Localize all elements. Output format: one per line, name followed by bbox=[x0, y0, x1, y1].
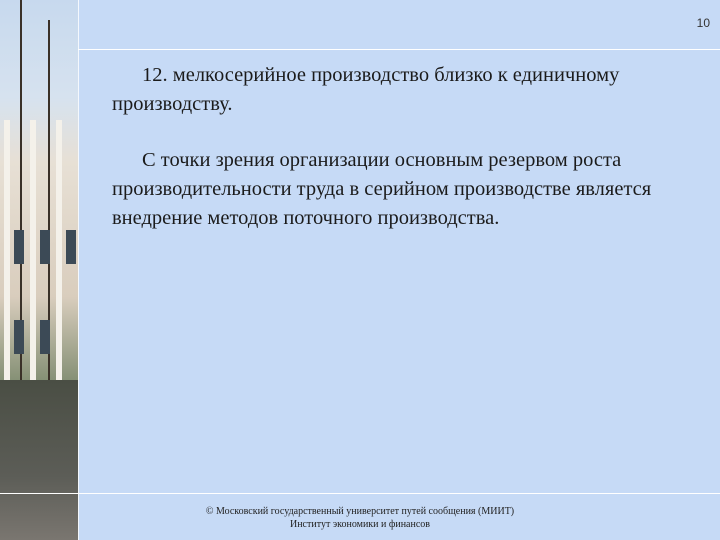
paragraph-2: С точки зрения организации основным резервом роста производительности труда в серийном производстве является внедрение методов поточного производства. bbox=[112, 149, 652, 229]
page-number: 10 bbox=[696, 16, 710, 30]
bottom-divider bbox=[0, 493, 720, 494]
vertical-divider bbox=[78, 0, 79, 540]
background-photo bbox=[0, 0, 78, 540]
footer-line-2: Институт экономики и финансов bbox=[289, 519, 431, 530]
top-divider bbox=[78, 49, 720, 50]
footer-line-1: © Московский государственный университет путей сообщения (МИИТ) bbox=[205, 506, 515, 517]
footer bbox=[190, 505, 530, 531]
paragraph-1: 12. мелкосерийное производство близко к единичному производству. bbox=[112, 64, 620, 115]
